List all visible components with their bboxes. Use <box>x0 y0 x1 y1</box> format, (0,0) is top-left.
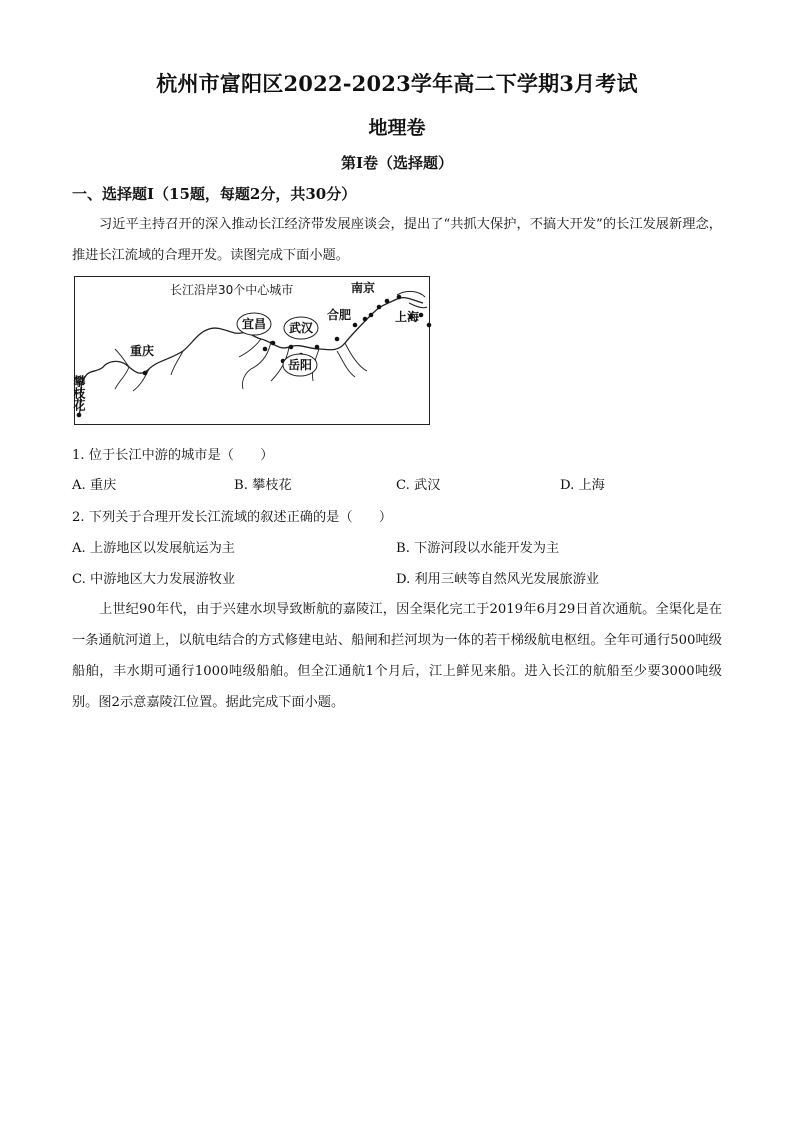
passage-yangtze: 习近平主持召开的深入推动长江经济带发展座谈会，提出了“共抓大保护，不搞大开发”的长江发展新理念，推进长江流域的合理开发。读图完成下面小题。 <box>72 217 722 263</box>
label-chongqing: 重庆 <box>130 344 155 358</box>
q1-option-d[interactable]: D. 上海 <box>560 478 605 493</box>
q1-option-c[interactable]: C. 武汉 <box>396 478 441 493</box>
q1-option-b[interactable]: B. 攀枝花 <box>234 478 292 493</box>
label-yueyang: 岳阳 <box>288 358 313 372</box>
q2-option-d[interactable]: D. 利用三峡等自然风光发展旅游业 <box>396 572 600 587</box>
map-title: 长江沿岸30个中心城市 <box>170 283 294 297</box>
yangtze-map <box>72 277 429 424</box>
passage-jialing: 上世纪90年代，由于兴建水坝导致断航的嘉陵江，因全渠化完工于2019年6月29日首次通航。全渠化是在一条通航河道上，以航电结合的方式修建电站、船闸和拦河坝为一体的若干梯级航电枢纽。全年可通行500吨级船舶，丰水期可通行1000吨级船舶。但全江通航1个月后，江上鲜见来船。进入长江的航船至少要3000吨级别。图2示意嘉陵江位置。据此完成下面小题。 <box>72 602 722 710</box>
volume-heading: 第Ⅰ卷（选择题） <box>340 154 454 172</box>
label-shanghai: 上海 <box>395 310 420 324</box>
q2-option-c[interactable]: C. 中游地区大力发展游牧业 <box>72 572 236 587</box>
page-title: 杭州市富阳区2022-2023学年高二下学期3月考试 <box>156 71 638 96</box>
q2-option-b[interactable]: B. 下游河段以水能开发为主 <box>396 541 560 556</box>
section-heading: 一、选择题Ⅰ（15题，每题2分，共30分） <box>72 185 357 203</box>
label-wuhan: 武汉 <box>289 321 314 335</box>
q1-option-a[interactable]: A. 重庆 <box>72 478 117 493</box>
label-yichang: 宜昌 <box>242 317 267 331</box>
q2-option-a[interactable]: A. 上游地区以发展航运为主 <box>72 541 235 556</box>
label-panzhihua: 攀枝花 <box>72 375 86 411</box>
label-nanjing: 南京 <box>351 281 376 295</box>
question-1-stem: 1. 位于长江中游的城市是（ ） <box>72 448 274 463</box>
label-hefei: 合肥 <box>327 308 352 322</box>
page-subtitle: 地理卷 <box>368 117 426 139</box>
yangtze-map-figure <box>74 276 430 425</box>
question-2-stem: 2. 下列关于合理开发长江流域的叙述正确的是（ ） <box>72 510 393 525</box>
